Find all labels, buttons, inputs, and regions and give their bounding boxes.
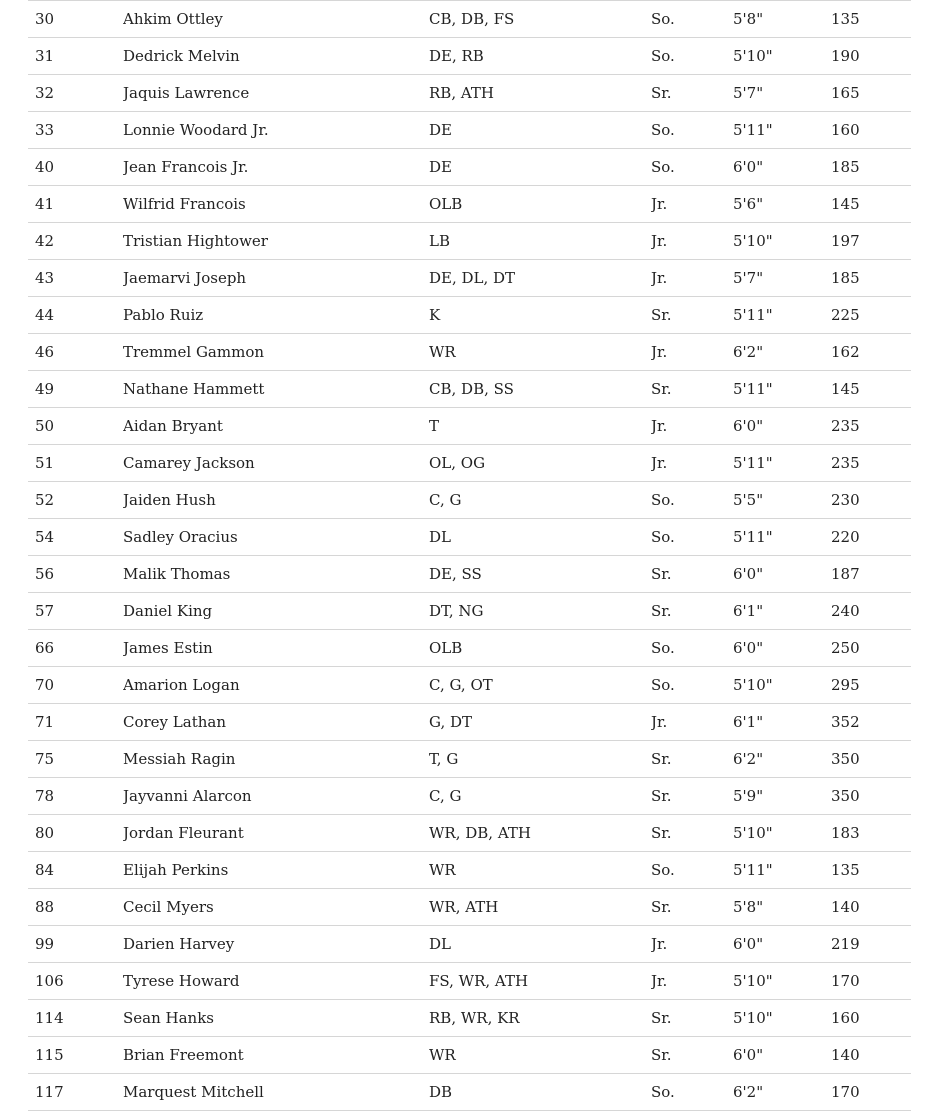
player-weight: 162 — [831, 334, 911, 371]
player-position: WR — [429, 1037, 651, 1074]
player-year: So. — [651, 482, 733, 519]
player-year: Sr. — [651, 593, 733, 630]
player-weight: 197 — [831, 223, 911, 260]
player-position: LB — [429, 223, 651, 260]
player-position: RB, ATH — [429, 75, 651, 112]
player-number: 33 — [28, 112, 123, 149]
player-height: 6'0" — [733, 1037, 831, 1074]
player-number: 32 — [28, 75, 123, 112]
player-number: 50 — [28, 408, 123, 445]
player-year: Jr. — [651, 334, 733, 371]
player-position: DE, RB — [429, 38, 651, 75]
player-position: OLB — [429, 630, 651, 667]
player-name: Messiah Ragin — [123, 741, 429, 778]
player-year: Sr. — [651, 75, 733, 112]
player-year: So. — [651, 112, 733, 149]
player-weight: 170 — [831, 963, 911, 1000]
player-name: Sean Hanks — [123, 1000, 429, 1037]
player-weight: 140 — [831, 1037, 911, 1074]
player-number: 117 — [28, 1074, 123, 1111]
player-weight: 187 — [831, 556, 911, 593]
player-number: 114 — [28, 1000, 123, 1037]
table-row — [28, 408, 911, 445]
player-name: Tremmel Gammon — [123, 334, 429, 371]
player-height: 5'7" — [733, 260, 831, 297]
player-position: C, G, OT — [429, 667, 651, 704]
player-number: 49 — [28, 371, 123, 408]
player-position: WR — [429, 852, 651, 889]
player-number: 40 — [28, 149, 123, 186]
player-position: T — [429, 408, 651, 445]
player-height: 6'0" — [733, 149, 831, 186]
table-row — [28, 852, 911, 889]
table-row — [28, 297, 911, 334]
player-weight: 230 — [831, 482, 911, 519]
table-row — [28, 482, 911, 519]
player-name: Jordan Fleurant — [123, 815, 429, 852]
player-height: 5'10" — [733, 1000, 831, 1037]
player-number: 44 — [28, 297, 123, 334]
player-year: Sr. — [651, 889, 733, 926]
player-position: DL — [429, 926, 651, 963]
player-number: 75 — [28, 741, 123, 778]
table-row — [28, 1000, 911, 1037]
player-position: C, G — [429, 482, 651, 519]
player-height: 5'8" — [733, 1, 831, 38]
player-weight: 352 — [831, 704, 911, 741]
player-weight: 185 — [831, 260, 911, 297]
player-position: G, DT — [429, 704, 651, 741]
player-height: 5'10" — [733, 38, 831, 75]
table-row — [28, 260, 911, 297]
player-name: Nathane Hammett — [123, 371, 429, 408]
player-year: Sr. — [651, 778, 733, 815]
player-number: 42 — [28, 223, 123, 260]
player-height: 5'11" — [733, 112, 831, 149]
player-height: 5'11" — [733, 297, 831, 334]
player-height: 6'0" — [733, 926, 831, 963]
table-row — [28, 223, 911, 260]
player-position: DE — [429, 112, 651, 149]
player-weight: 240 — [831, 593, 911, 630]
roster-table — [28, 0, 911, 1111]
player-year: So. — [651, 519, 733, 556]
player-year: So. — [651, 630, 733, 667]
table-row — [28, 815, 911, 852]
table-row — [28, 889, 911, 926]
player-height: 5'10" — [733, 815, 831, 852]
player-year: Sr. — [651, 815, 733, 852]
player-number: 106 — [28, 963, 123, 1000]
player-height: 5'10" — [733, 667, 831, 704]
table-row — [28, 186, 911, 223]
player-position: WR, ATH — [429, 889, 651, 926]
table-row — [28, 778, 911, 815]
table-row — [28, 556, 911, 593]
player-number: 52 — [28, 482, 123, 519]
player-height: 5'8" — [733, 889, 831, 926]
player-name: Cecil Myers — [123, 889, 429, 926]
player-year: Jr. — [651, 926, 733, 963]
player-year: Sr. — [651, 556, 733, 593]
player-name: Jean Francois Jr. — [123, 149, 429, 186]
table-row — [28, 667, 911, 704]
player-height: 5'9" — [733, 778, 831, 815]
table-row — [28, 519, 911, 556]
player-name: Lonnie Woodard Jr. — [123, 112, 429, 149]
player-weight: 145 — [831, 371, 911, 408]
table-row — [28, 963, 911, 1000]
player-year: Jr. — [651, 704, 733, 741]
player-year: Sr. — [651, 1000, 733, 1037]
player-height: 6'0" — [733, 408, 831, 445]
player-number: 51 — [28, 445, 123, 482]
player-year: So. — [651, 1, 733, 38]
player-position: DE, DL, DT — [429, 260, 651, 297]
player-number: 84 — [28, 852, 123, 889]
player-year: Jr. — [651, 963, 733, 1000]
player-year: Sr. — [651, 1037, 733, 1074]
player-year: Jr. — [651, 260, 733, 297]
table-row — [28, 38, 911, 75]
player-height: 5'6" — [733, 186, 831, 223]
player-position: DB — [429, 1074, 651, 1111]
player-name: Sadley Oracius — [123, 519, 429, 556]
player-weight: 295 — [831, 667, 911, 704]
player-year: So. — [651, 667, 733, 704]
player-number: 30 — [28, 1, 123, 38]
player-name: Brian Freemont — [123, 1037, 429, 1074]
player-height: 5'11" — [733, 371, 831, 408]
player-position: DT, NG — [429, 593, 651, 630]
player-name: Jayvanni Alarcon — [123, 778, 429, 815]
player-weight: 350 — [831, 778, 911, 815]
player-weight: 160 — [831, 1000, 911, 1037]
player-number: 57 — [28, 593, 123, 630]
player-height: 6'2" — [733, 334, 831, 371]
player-name: Jaquis Lawrence — [123, 75, 429, 112]
player-number: 31 — [28, 38, 123, 75]
player-position: FS, WR, ATH — [429, 963, 651, 1000]
player-position: RB, WR, KR — [429, 1000, 651, 1037]
player-height: 6'1" — [733, 593, 831, 630]
player-position: C, G — [429, 778, 651, 815]
player-weight: 135 — [831, 852, 911, 889]
player-height: 5'11" — [733, 852, 831, 889]
table-row — [28, 1037, 911, 1074]
player-number: 41 — [28, 186, 123, 223]
player-position: T, G — [429, 741, 651, 778]
player-position: CB, DB, SS — [429, 371, 651, 408]
table-row — [28, 445, 911, 482]
player-name: Elijah Perkins — [123, 852, 429, 889]
player-name: Pablo Ruiz — [123, 297, 429, 334]
player-name: Aidan Bryant — [123, 408, 429, 445]
player-weight: 235 — [831, 408, 911, 445]
player-position: CB, DB, FS — [429, 1, 651, 38]
player-number: 88 — [28, 889, 123, 926]
player-number: 99 — [28, 926, 123, 963]
player-number: 71 — [28, 704, 123, 741]
player-name: Amarion Logan — [123, 667, 429, 704]
player-weight: 183 — [831, 815, 911, 852]
player-position: OLB — [429, 186, 651, 223]
player-position: OL, OG — [429, 445, 651, 482]
table-row — [28, 593, 911, 630]
player-name: Dedrick Melvin — [123, 38, 429, 75]
table-row — [28, 630, 911, 667]
table-row — [28, 1074, 911, 1111]
player-number: 78 — [28, 778, 123, 815]
player-number: 46 — [28, 334, 123, 371]
table-row — [28, 334, 911, 371]
player-position: WR, DB, ATH — [429, 815, 651, 852]
player-position: K — [429, 297, 651, 334]
table-row — [28, 926, 911, 963]
player-weight: 165 — [831, 75, 911, 112]
player-position: DE — [429, 149, 651, 186]
player-number: 43 — [28, 260, 123, 297]
player-height: 5'7" — [733, 75, 831, 112]
player-year: Sr. — [651, 371, 733, 408]
table-row — [28, 75, 911, 112]
player-year: Jr. — [651, 445, 733, 482]
player-name: Corey Lathan — [123, 704, 429, 741]
player-height: 5'11" — [733, 519, 831, 556]
player-height: 6'2" — [733, 1074, 831, 1111]
table-row — [28, 112, 911, 149]
player-weight: 170 — [831, 1074, 911, 1111]
player-height: 6'0" — [733, 556, 831, 593]
player-year: So. — [651, 38, 733, 75]
table-row — [28, 1, 911, 38]
player-name: Marquest Mitchell — [123, 1074, 429, 1111]
player-weight: 185 — [831, 149, 911, 186]
player-weight: 190 — [831, 38, 911, 75]
player-year: So. — [651, 149, 733, 186]
player-name: Tyrese Howard — [123, 963, 429, 1000]
player-year: So. — [651, 852, 733, 889]
player-name: Jaemarvi Joseph — [123, 260, 429, 297]
player-height: 5'10" — [733, 963, 831, 1000]
player-year: Jr. — [651, 223, 733, 260]
player-name: Darien Harvey — [123, 926, 429, 963]
player-weight: 145 — [831, 186, 911, 223]
player-year: So. — [651, 1074, 733, 1111]
player-weight: 160 — [831, 112, 911, 149]
player-name: Malik Thomas — [123, 556, 429, 593]
player-weight: 350 — [831, 741, 911, 778]
player-number: 54 — [28, 519, 123, 556]
player-year: Sr. — [651, 741, 733, 778]
player-number: 56 — [28, 556, 123, 593]
player-year: Jr. — [651, 408, 733, 445]
table-row — [28, 149, 911, 186]
player-height: 5'11" — [733, 445, 831, 482]
player-height: 6'1" — [733, 704, 831, 741]
player-weight: 140 — [831, 889, 911, 926]
player-weight: 219 — [831, 926, 911, 963]
player-height: 5'5" — [733, 482, 831, 519]
player-height: 5'10" — [733, 223, 831, 260]
player-number: 66 — [28, 630, 123, 667]
player-position: DL — [429, 519, 651, 556]
player-weight: 135 — [831, 1, 911, 38]
player-name: Camarey Jackson — [123, 445, 429, 482]
player-name: Ahkim Ottley — [123, 1, 429, 38]
player-position: DE, SS — [429, 556, 651, 593]
player-weight: 220 — [831, 519, 911, 556]
player-weight: 250 — [831, 630, 911, 667]
table-row — [28, 741, 911, 778]
player-name: Tristian Hightower — [123, 223, 429, 260]
player-height: 6'2" — [733, 741, 831, 778]
table-row — [28, 371, 911, 408]
player-number: 115 — [28, 1037, 123, 1074]
player-number: 70 — [28, 667, 123, 704]
player-number: 80 — [28, 815, 123, 852]
player-weight: 235 — [831, 445, 911, 482]
player-name: James Estin — [123, 630, 429, 667]
player-year: Jr. — [651, 186, 733, 223]
player-position: WR — [429, 334, 651, 371]
player-height: 6'0" — [733, 630, 831, 667]
table-row — [28, 704, 911, 741]
player-name: Jaiden Hush — [123, 482, 429, 519]
player-name: Daniel King — [123, 593, 429, 630]
player-name: Wilfrid Francois — [123, 186, 429, 223]
player-weight: 225 — [831, 297, 911, 334]
roster-table-body — [28, 1, 911, 1111]
player-year: Sr. — [651, 297, 733, 334]
